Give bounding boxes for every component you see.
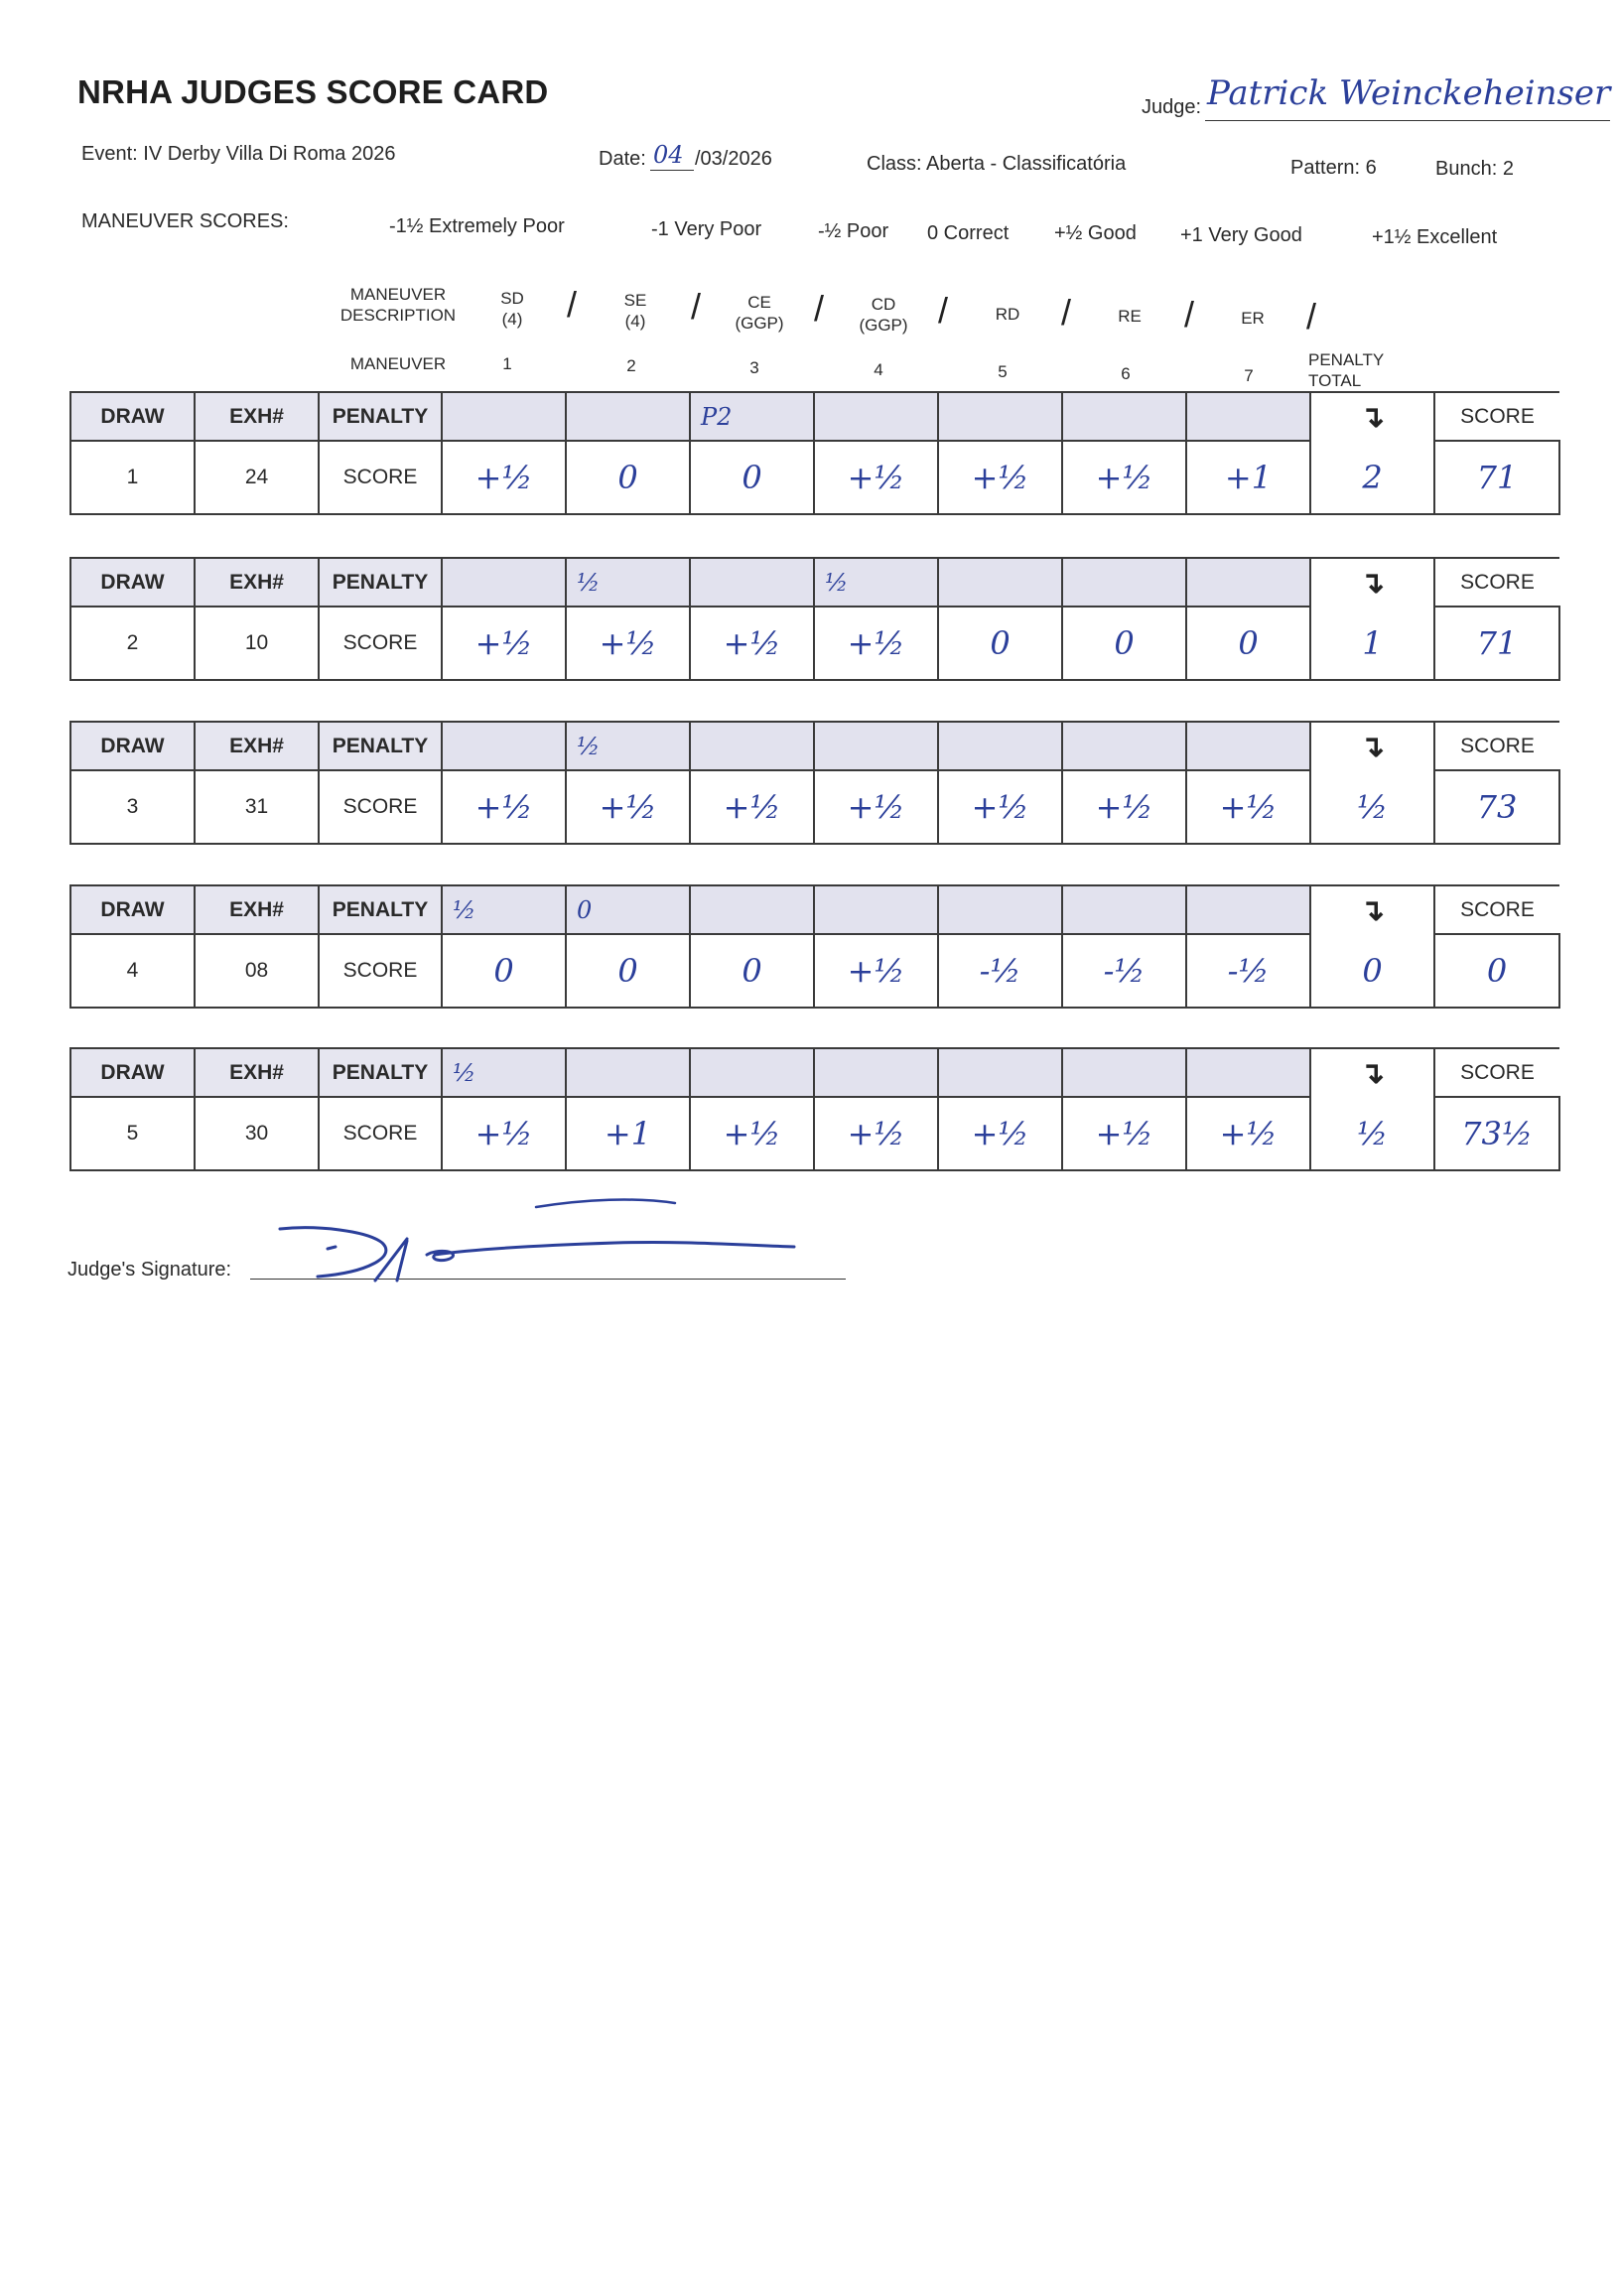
maneuver-score-value: +½ (723, 1115, 781, 1152)
exh-header: EXH# (195, 558, 319, 607)
maneuver-score-value: 0 (742, 952, 762, 990)
maneuver-code: ER (1241, 309, 1265, 328)
score-row-label: SCORE (319, 1097, 442, 1170)
judge-signature (258, 1191, 814, 1290)
maneuver-score-value: +½ (1219, 1115, 1278, 1152)
maneuver-score-cell[interactable] (690, 1097, 814, 1170)
maneuver-score-value: +½ (723, 624, 781, 662)
scale-item: 0 Correct (927, 222, 1010, 244)
maneuver-score-value: +1 (1224, 459, 1273, 496)
exhibitor-number: 10 (195, 607, 319, 680)
scale-item: +1½ Excellent (1372, 226, 1498, 248)
maneuver-score-value: +½ (847, 1115, 905, 1152)
score-header: SCORE (1434, 722, 1559, 770)
date-day: 04 (653, 141, 684, 169)
penalty-cell[interactable] (442, 885, 566, 934)
score-table-draw-4 (69, 884, 1560, 1009)
arrow-down-icon: ↴ (1359, 566, 1386, 600)
scale-item: -1½ Extremely Poor (389, 215, 565, 237)
total-score-value: 71 (1476, 624, 1518, 662)
maneuver-score-cell[interactable] (566, 770, 690, 844)
maneuver-score-cell[interactable] (1062, 441, 1186, 514)
penalty-value: P2 (701, 402, 733, 431)
penalty-cell[interactable] (442, 392, 566, 441)
maneuver-score-value: +½ (1219, 788, 1278, 826)
maneuver-score-value: 0 (493, 952, 514, 990)
maneuver-score-cell[interactable] (938, 770, 1062, 844)
maneuver-number: 3 (749, 358, 759, 377)
score-table-draw-3 (69, 721, 1560, 845)
maneuver-number: 6 (1121, 364, 1131, 383)
judge-label: Judge: (1142, 96, 1202, 118)
penalty-header: PENALTY (319, 885, 442, 934)
penalty-cell[interactable] (690, 1048, 814, 1097)
exhibitor-number: 31 (195, 770, 319, 844)
draw-number: 3 (70, 770, 195, 844)
total-score-value: 73½ (1461, 1115, 1533, 1152)
total-score-cell[interactable] (1434, 770, 1559, 844)
exh-header: EXH# (195, 1048, 319, 1097)
draw-header: DRAW (70, 1048, 195, 1097)
score-header: SCORE (1434, 392, 1559, 441)
maneuver-score-value: -½ (979, 952, 1021, 990)
arrow-down-icon: ↴ (1359, 400, 1386, 434)
maneuver-score-value: 0 (617, 952, 638, 990)
maneuver-score-cell[interactable] (442, 934, 566, 1008)
date-label: Date: (599, 148, 646, 170)
penalty-cell[interactable] (690, 722, 814, 770)
maneuver-score-cell[interactable] (566, 1097, 690, 1170)
maneuver-score-cell[interactable] (1186, 934, 1310, 1008)
penalty-total-value: 1 (1362, 623, 1383, 662)
penalty-cell[interactable] (1062, 885, 1186, 934)
maneuver-score-value: +½ (723, 788, 781, 826)
maneuver-score-value: -½ (1227, 952, 1270, 990)
penalty-cell[interactable] (690, 392, 814, 441)
score-header: SCORE (1434, 558, 1559, 607)
date-rest: /03/2026 (695, 148, 772, 170)
score-row-label: SCORE (319, 607, 442, 680)
draw-number: 1 (70, 441, 195, 514)
penalty-cell[interactable] (1062, 1048, 1186, 1097)
penalty-total-label: PENALTY TOTAL (1308, 350, 1385, 390)
total-score-cell[interactable] (1434, 607, 1559, 680)
penalty-total-cell[interactable] (1310, 1097, 1434, 1170)
maneuver-score-cell[interactable] (938, 441, 1062, 514)
total-score-cell[interactable] (1434, 1097, 1559, 1170)
penalty-cell[interactable] (566, 722, 690, 770)
maneuver-score-cell[interactable] (442, 441, 566, 514)
event-name: Event: IV Derby Villa Di Roma 2026 (81, 143, 396, 165)
arrow-down-icon: ↴ (1359, 730, 1386, 763)
draw-header: DRAW (70, 722, 195, 770)
penalty-total-arrow-cell (1310, 722, 1434, 770)
maneuver-score-cell[interactable] (690, 934, 814, 1008)
penalty-cell[interactable] (1186, 722, 1310, 770)
maneuver-score-cell[interactable] (442, 1097, 566, 1170)
maneuver-code: CD (GGP) (859, 295, 908, 335)
page-title: NRHA JUDGES SCORE CARD (77, 73, 549, 110)
score-header: SCORE (1434, 885, 1559, 934)
penalty-value: ½ (577, 732, 601, 760)
total-score-value: 0 (1486, 952, 1508, 990)
penalty-total-cell[interactable] (1310, 607, 1434, 680)
maneuver-score-value: 0 (1114, 624, 1135, 662)
score-row-label: SCORE (319, 934, 442, 1008)
penalty-total-arrow-cell (1310, 392, 1434, 441)
score-table-draw-2 (69, 557, 1560, 681)
maneuver-score-cell[interactable] (814, 1097, 938, 1170)
separator-slash: / (691, 286, 702, 327)
maneuver-number: 7 (1244, 366, 1254, 385)
maneuver-number: 1 (502, 354, 512, 373)
maneuver-score-cell[interactable] (690, 770, 814, 844)
maneuver-code: CE (GGP) (735, 293, 784, 333)
maneuver-score-value: +½ (474, 1115, 533, 1152)
total-score-cell[interactable] (1434, 934, 1559, 1008)
penalty-cell[interactable] (814, 885, 938, 934)
separator-slash: / (814, 288, 825, 329)
penalty-header: PENALTY (319, 558, 442, 607)
maneuver-score-cell[interactable] (566, 934, 690, 1008)
penalty-cell[interactable] (1186, 392, 1310, 441)
maneuver-score-value: +½ (474, 788, 533, 826)
maneuver-score-cell[interactable] (938, 607, 1062, 680)
maneuver-number: 4 (874, 360, 883, 379)
penalty-total-arrow-cell (1310, 558, 1434, 607)
separator-slash: / (938, 290, 949, 331)
maneuver-score-cell[interactable] (442, 607, 566, 680)
bunch-number: Bunch: 2 (1435, 158, 1514, 180)
maneuver-score-value: -½ (1103, 952, 1146, 990)
score-table-draw-5 (69, 1047, 1560, 1171)
maneuver-score-value: 0 (990, 624, 1011, 662)
exhibitor-number: 24 (195, 441, 319, 514)
penalty-cell[interactable] (1186, 558, 1310, 607)
maneuver-score-cell[interactable] (1062, 934, 1186, 1008)
maneuver-score-cell[interactable] (938, 934, 1062, 1008)
separator-slash: / (567, 284, 578, 325)
maneuver-score-value: +½ (847, 952, 905, 990)
penalty-cell[interactable] (938, 1048, 1062, 1097)
maneuver-score-cell[interactable] (1062, 1097, 1186, 1170)
scale-item: -1 Very Poor (651, 218, 762, 240)
penalty-total-value: 0 (1362, 951, 1383, 990)
score-row-label: SCORE (319, 441, 442, 514)
penalty-cell[interactable] (566, 558, 690, 607)
maneuver-score-value: +1 (604, 1115, 652, 1152)
penalty-cell[interactable] (814, 392, 938, 441)
penalty-value: ½ (577, 568, 601, 597)
penalty-value: ½ (453, 1058, 476, 1087)
maneuver-score-value: +½ (971, 1115, 1029, 1152)
maneuver-score-value: +½ (847, 788, 905, 826)
penalty-cell[interactable] (814, 722, 938, 770)
penalty-cell[interactable] (442, 722, 566, 770)
scale-item: +1 Very Good (1180, 224, 1302, 246)
maneuver-score-cell[interactable] (1062, 770, 1186, 844)
penalty-value: 0 (577, 895, 593, 924)
maneuver-score-value: +½ (1095, 788, 1153, 826)
maneuver-code: RE (1118, 307, 1142, 326)
separator-slash: / (1306, 296, 1317, 337)
maneuver-code: RD (995, 305, 1020, 324)
maneuver-score-value: +½ (971, 459, 1029, 496)
maneuver-score-cell[interactable] (1186, 607, 1310, 680)
scale-item: -½ Poor (818, 220, 889, 242)
maneuver-score-cell[interactable] (938, 1097, 1062, 1170)
score-table-draw-1 (69, 391, 1560, 515)
maneuver-score-cell[interactable] (442, 770, 566, 844)
maneuver-number: 2 (626, 356, 636, 375)
penalty-total-value: ½ (1356, 787, 1388, 826)
penalty-cell[interactable] (442, 558, 566, 607)
penalty-header: PENALTY (319, 1048, 442, 1097)
maneuver-score-cell[interactable] (1186, 770, 1310, 844)
exh-header: EXH# (195, 722, 319, 770)
maneuver-score-cell[interactable] (1062, 607, 1186, 680)
penalty-cell[interactable] (1186, 1048, 1310, 1097)
total-score-value: 73 (1476, 788, 1518, 826)
maneuver-scores-label: MANEUVER SCORES: (81, 210, 289, 232)
maneuver-score-value: +½ (599, 788, 657, 826)
pattern-number: Pattern: 6 (1290, 157, 1377, 179)
maneuver-score-value: +½ (474, 624, 533, 662)
maneuver-score-value: +½ (971, 788, 1029, 826)
penalty-cell[interactable] (1062, 392, 1186, 441)
penalty-cell[interactable] (566, 1048, 690, 1097)
penalty-cell[interactable] (1062, 722, 1186, 770)
maneuver-description-label: MANEUVER DESCRIPTION (339, 285, 457, 325)
arrow-down-icon: ↴ (1359, 893, 1386, 927)
maneuver-code: SE (4) (623, 291, 647, 331)
maneuver-score-value: +½ (847, 459, 905, 496)
exhibitor-number: 08 (195, 934, 319, 1008)
score-header: SCORE (1434, 1048, 1559, 1097)
maneuver-number-label: MANEUVER (349, 354, 447, 373)
penalty-total-cell[interactable] (1310, 441, 1434, 514)
penalty-header: PENALTY (319, 722, 442, 770)
signature-label: Judge's Signature: (68, 1259, 232, 1281)
penalty-cell[interactable] (690, 558, 814, 607)
penalty-value: ½ (825, 568, 849, 597)
penalty-total-arrow-cell (1310, 885, 1434, 934)
maneuver-score-value: +½ (1095, 459, 1153, 496)
penalty-cell[interactable] (690, 885, 814, 934)
maneuver-score-cell[interactable] (690, 441, 814, 514)
penalty-cell[interactable] (1186, 885, 1310, 934)
total-score-value: 71 (1476, 459, 1518, 496)
penalty-value: ½ (453, 895, 476, 924)
maneuver-score-cell[interactable] (1186, 441, 1310, 514)
judge-underline (1205, 120, 1610, 121)
separator-slash: / (1184, 294, 1195, 335)
draw-number: 4 (70, 934, 195, 1008)
exh-header: EXH# (195, 392, 319, 441)
maneuver-score-value: 0 (1238, 624, 1259, 662)
penalty-total-value: 2 (1362, 458, 1383, 496)
maneuver-score-value: +½ (599, 624, 657, 662)
exhibitor-number: 30 (195, 1097, 319, 1170)
penalty-cell[interactable] (938, 558, 1062, 607)
separator-slash: / (1061, 292, 1072, 333)
date-underline (650, 170, 694, 171)
penalty-total-value: ½ (1356, 1114, 1388, 1152)
maneuver-score-cell[interactable] (814, 770, 938, 844)
maneuver-score-cell[interactable] (566, 441, 690, 514)
draw-header: DRAW (70, 558, 195, 607)
maneuver-score-cell[interactable] (814, 934, 938, 1008)
maneuver-score-value: 0 (742, 459, 762, 496)
maneuver-score-cell[interactable] (814, 607, 938, 680)
penalty-total-cell[interactable] (1310, 770, 1434, 844)
class-name: Class: Aberta - Classificatória (867, 153, 1127, 175)
maneuver-score-cell[interactable] (1186, 1097, 1310, 1170)
total-score-cell[interactable] (1434, 441, 1559, 514)
score-row-label: SCORE (319, 770, 442, 844)
maneuver-score-cell[interactable] (566, 607, 690, 680)
penalty-cell[interactable] (442, 1048, 566, 1097)
arrow-down-icon: ↴ (1359, 1056, 1386, 1090)
draw-header: DRAW (70, 885, 195, 934)
scale-item: +½ Good (1054, 222, 1137, 244)
penalty-cell[interactable] (814, 1048, 938, 1097)
maneuver-score-value: +½ (1095, 1115, 1153, 1152)
draw-number: 2 (70, 607, 195, 680)
maneuver-score-value: +½ (847, 624, 905, 662)
maneuver-score-cell[interactable] (814, 441, 938, 514)
maneuver-code: SD (4) (500, 289, 524, 329)
penalty-cell[interactable] (938, 722, 1062, 770)
draw-number: 5 (70, 1097, 195, 1170)
judge-name: Patrick Weinckeheinser (1207, 73, 1611, 113)
penalty-cell[interactable] (1062, 558, 1186, 607)
maneuver-score-value: +½ (474, 459, 533, 496)
penalty-header: PENALTY (319, 392, 442, 441)
exh-header: EXH# (195, 885, 319, 934)
penalty-cell[interactable] (938, 885, 1062, 934)
penalty-cell[interactable] (566, 392, 690, 441)
maneuver-score-value: 0 (617, 459, 638, 496)
draw-header: DRAW (70, 392, 195, 441)
penalty-cell[interactable] (566, 885, 690, 934)
penalty-cell[interactable] (938, 392, 1062, 441)
penalty-total-arrow-cell (1310, 1048, 1434, 1097)
penalty-cell[interactable] (814, 558, 938, 607)
maneuver-score-cell[interactable] (690, 607, 814, 680)
penalty-total-cell[interactable] (1310, 934, 1434, 1008)
maneuver-number: 5 (998, 362, 1008, 381)
